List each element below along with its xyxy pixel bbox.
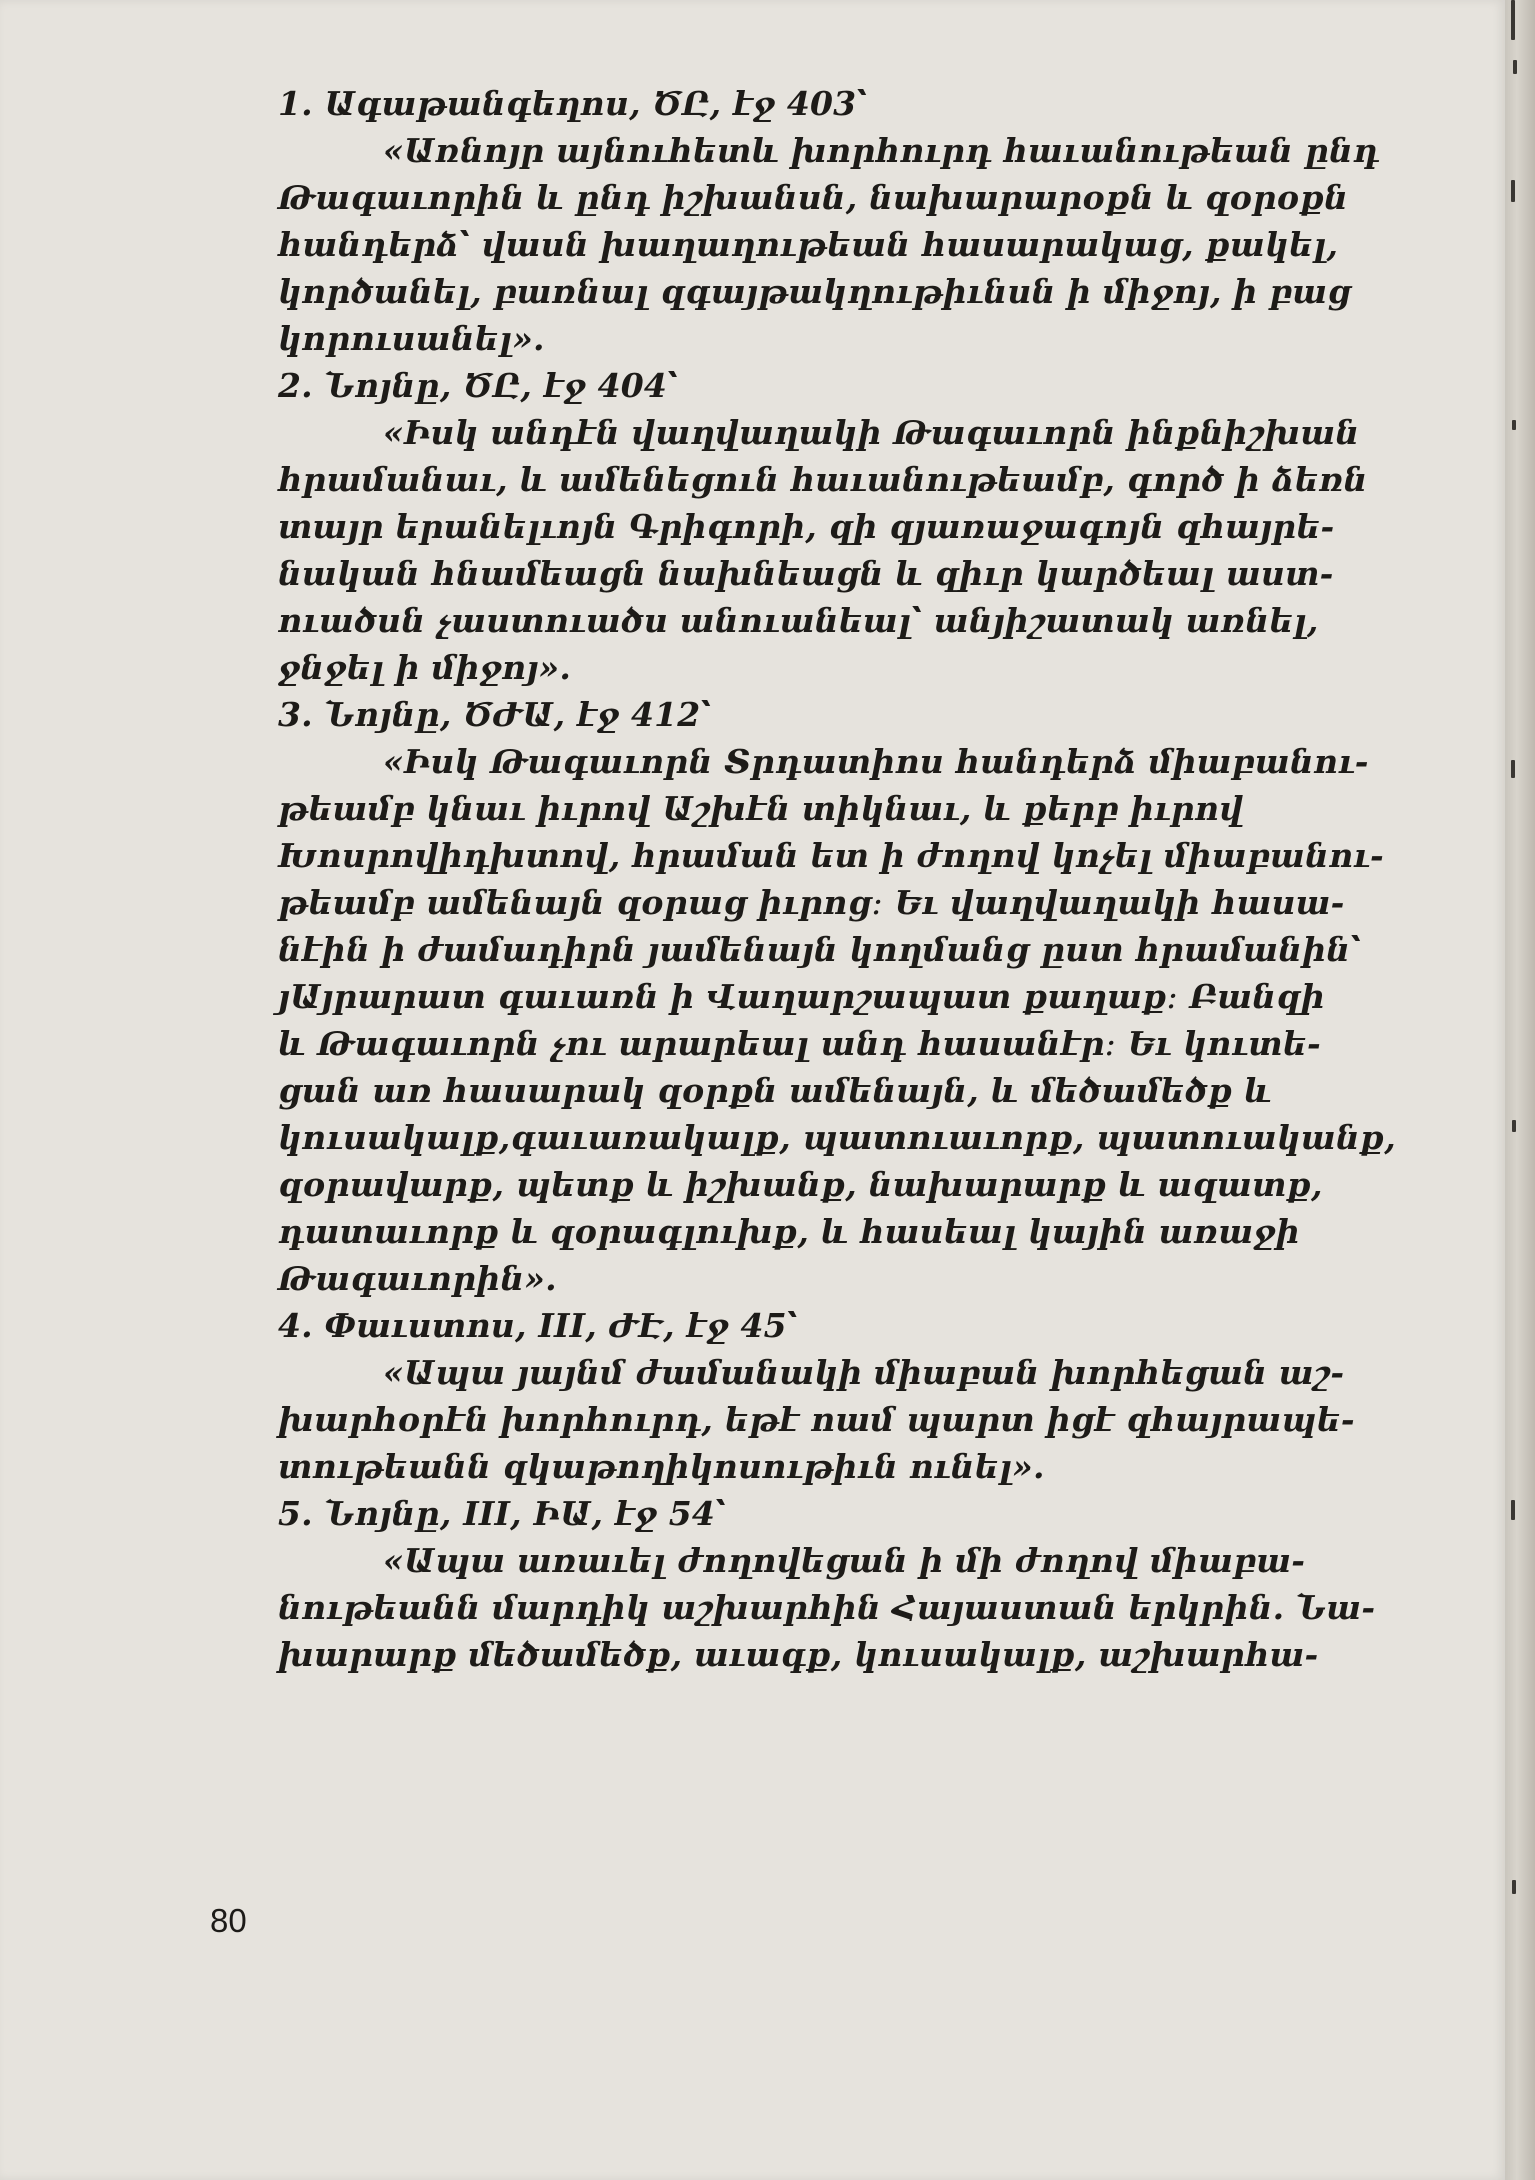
quote-line: «Ապա յայնմ ժամանակի միաբան խորհեցան աշ- <box>383 1353 1345 1392</box>
quote-line: նութեանն մարդիկ աշխարհին Հայաստան երկրին. Նա- <box>278 1588 1376 1627</box>
edge-mark <box>1511 1500 1515 1520</box>
citation-heading-5: 5. Նոյնը, III, ԻԱ, էջ 54՝ <box>278 1494 726 1533</box>
quote-line: կորուսանել». <box>278 319 545 358</box>
page-number: 80 <box>210 1902 247 1939</box>
quote-line: տայր երանելւոյն Գրիգորի, զի զյառաջագոյն զհայրե- <box>278 507 1335 546</box>
quote-line: Խոսրովիդխտով, հրաման ետ ի ժողով կոչել միաբանու- <box>278 836 1384 875</box>
quote-line: «Իսկ անդէն վաղվաղակի Թագաւորն ինքնիշխան <box>383 413 1360 452</box>
quote-line: հրամանաւ, և ամենեցուն հաւանութեամբ, գործ ի ձեռն <box>278 460 1368 499</box>
quote-line: և Թագաւորն չու արարեալ անդ հասանէր։ Եւ կուտե- <box>278 1024 1321 1063</box>
quote-line: նական հնամեացն նախնեացն և զիւր կարծեալ աստ- <box>278 554 1334 593</box>
citation-heading-3: 3. Նոյնը, ԾԺԱ, էջ 412՝ <box>278 695 712 734</box>
edge-mark <box>1511 760 1515 778</box>
quote-line: ջնջել ի միջոյ». <box>278 648 572 687</box>
quote-line: խարհօրէն խորհուրդ, եթէ ոամ պարտ իցէ զհայրապե- <box>278 1400 1355 1439</box>
edge-mark <box>1512 420 1516 430</box>
quote-line: տութեանն զկաթողիկոսութիւն ունել». <box>278 1447 1045 1486</box>
quote-line: Թագաւորին և ընդ իշխանսն, նախարարօքն և զօրօքն <box>278 178 1349 217</box>
quote-line: ցան առ հասարակ զօրքն ամենայն, և մեծամեծք և <box>278 1071 1272 1110</box>
quote-line: Թագաւորին». <box>278 1259 557 1298</box>
quote-line: կործանել, բառնալ զգայթակղութիւնսն ի միջոյ, ի բաց <box>278 272 1351 311</box>
quote-line: յԱյրարատ գաւառն ի Վաղարշապատ քաղաք։ Բանզի <box>278 977 1326 1016</box>
page-edge <box>1505 0 1535 2180</box>
quote-line: «Առնոյր այնուհետև խորհուրդ հաւանութեան ընդ <box>383 131 1380 170</box>
quote-line: զօրավարք, պետք և իշխանք, նախարարք և ազատք, <box>278 1165 1323 1204</box>
edge-mark <box>1511 180 1515 202</box>
citation-heading-4: 4. Փաւստոս, III, ԺԷ, էջ 45՝ <box>278 1306 798 1345</box>
edge-mark <box>1511 0 1515 40</box>
edge-mark <box>1512 1120 1516 1132</box>
text-block <box>278 80 1396 1678</box>
quote-line: թեամբ կնաւ իւրով Աշխէն տիկնաւ, և քերբ իւրով <box>278 789 1244 828</box>
edge-mark <box>1513 60 1517 74</box>
quote-line: «Իսկ Թագաւորն Տրդատիոս հանդերձ միաբանու- <box>383 742 1369 781</box>
quote-line: ուածսն չաստուածս անուանեալ՝ անյիշատակ առնել, <box>278 601 1319 640</box>
citation-heading-2: 2. Նոյնը, ԾԸ, էջ 404՝ <box>278 366 678 405</box>
quote-line: հանդերձ՝ վասն խաղաղութեան հասարակաց, քակել, <box>278 225 1339 264</box>
edge-mark <box>1512 1880 1516 1894</box>
quote-line: «Ապա առաւել ժողովեցան ի մի ժողով միաբա- <box>383 1541 1306 1580</box>
quote-line: թեամբ ամենայն զօրաց իւրոց։ Եւ վաղվաղակի հասա- <box>278 883 1345 922</box>
quote-line: խարարք մեծամեծք, աւագք, կուսակալք, աշխարհա- <box>278 1635 1319 1674</box>
quote-line: նէին ի ժամադիրն յամենայն կողմանց ըստ հրամանին՝ <box>278 930 1362 969</box>
quote-line: կուսակալք,գաւառակալք, պատուաւորք, պատուականք, <box>278 1118 1396 1157</box>
quote-line: դատաւորք և զօրագլուխք, և հասեալ կային առաջի <box>278 1212 1300 1251</box>
citation-heading-1: 1. Ագաթանգեղոս, ԾԸ, էջ 403՝ <box>278 84 868 123</box>
